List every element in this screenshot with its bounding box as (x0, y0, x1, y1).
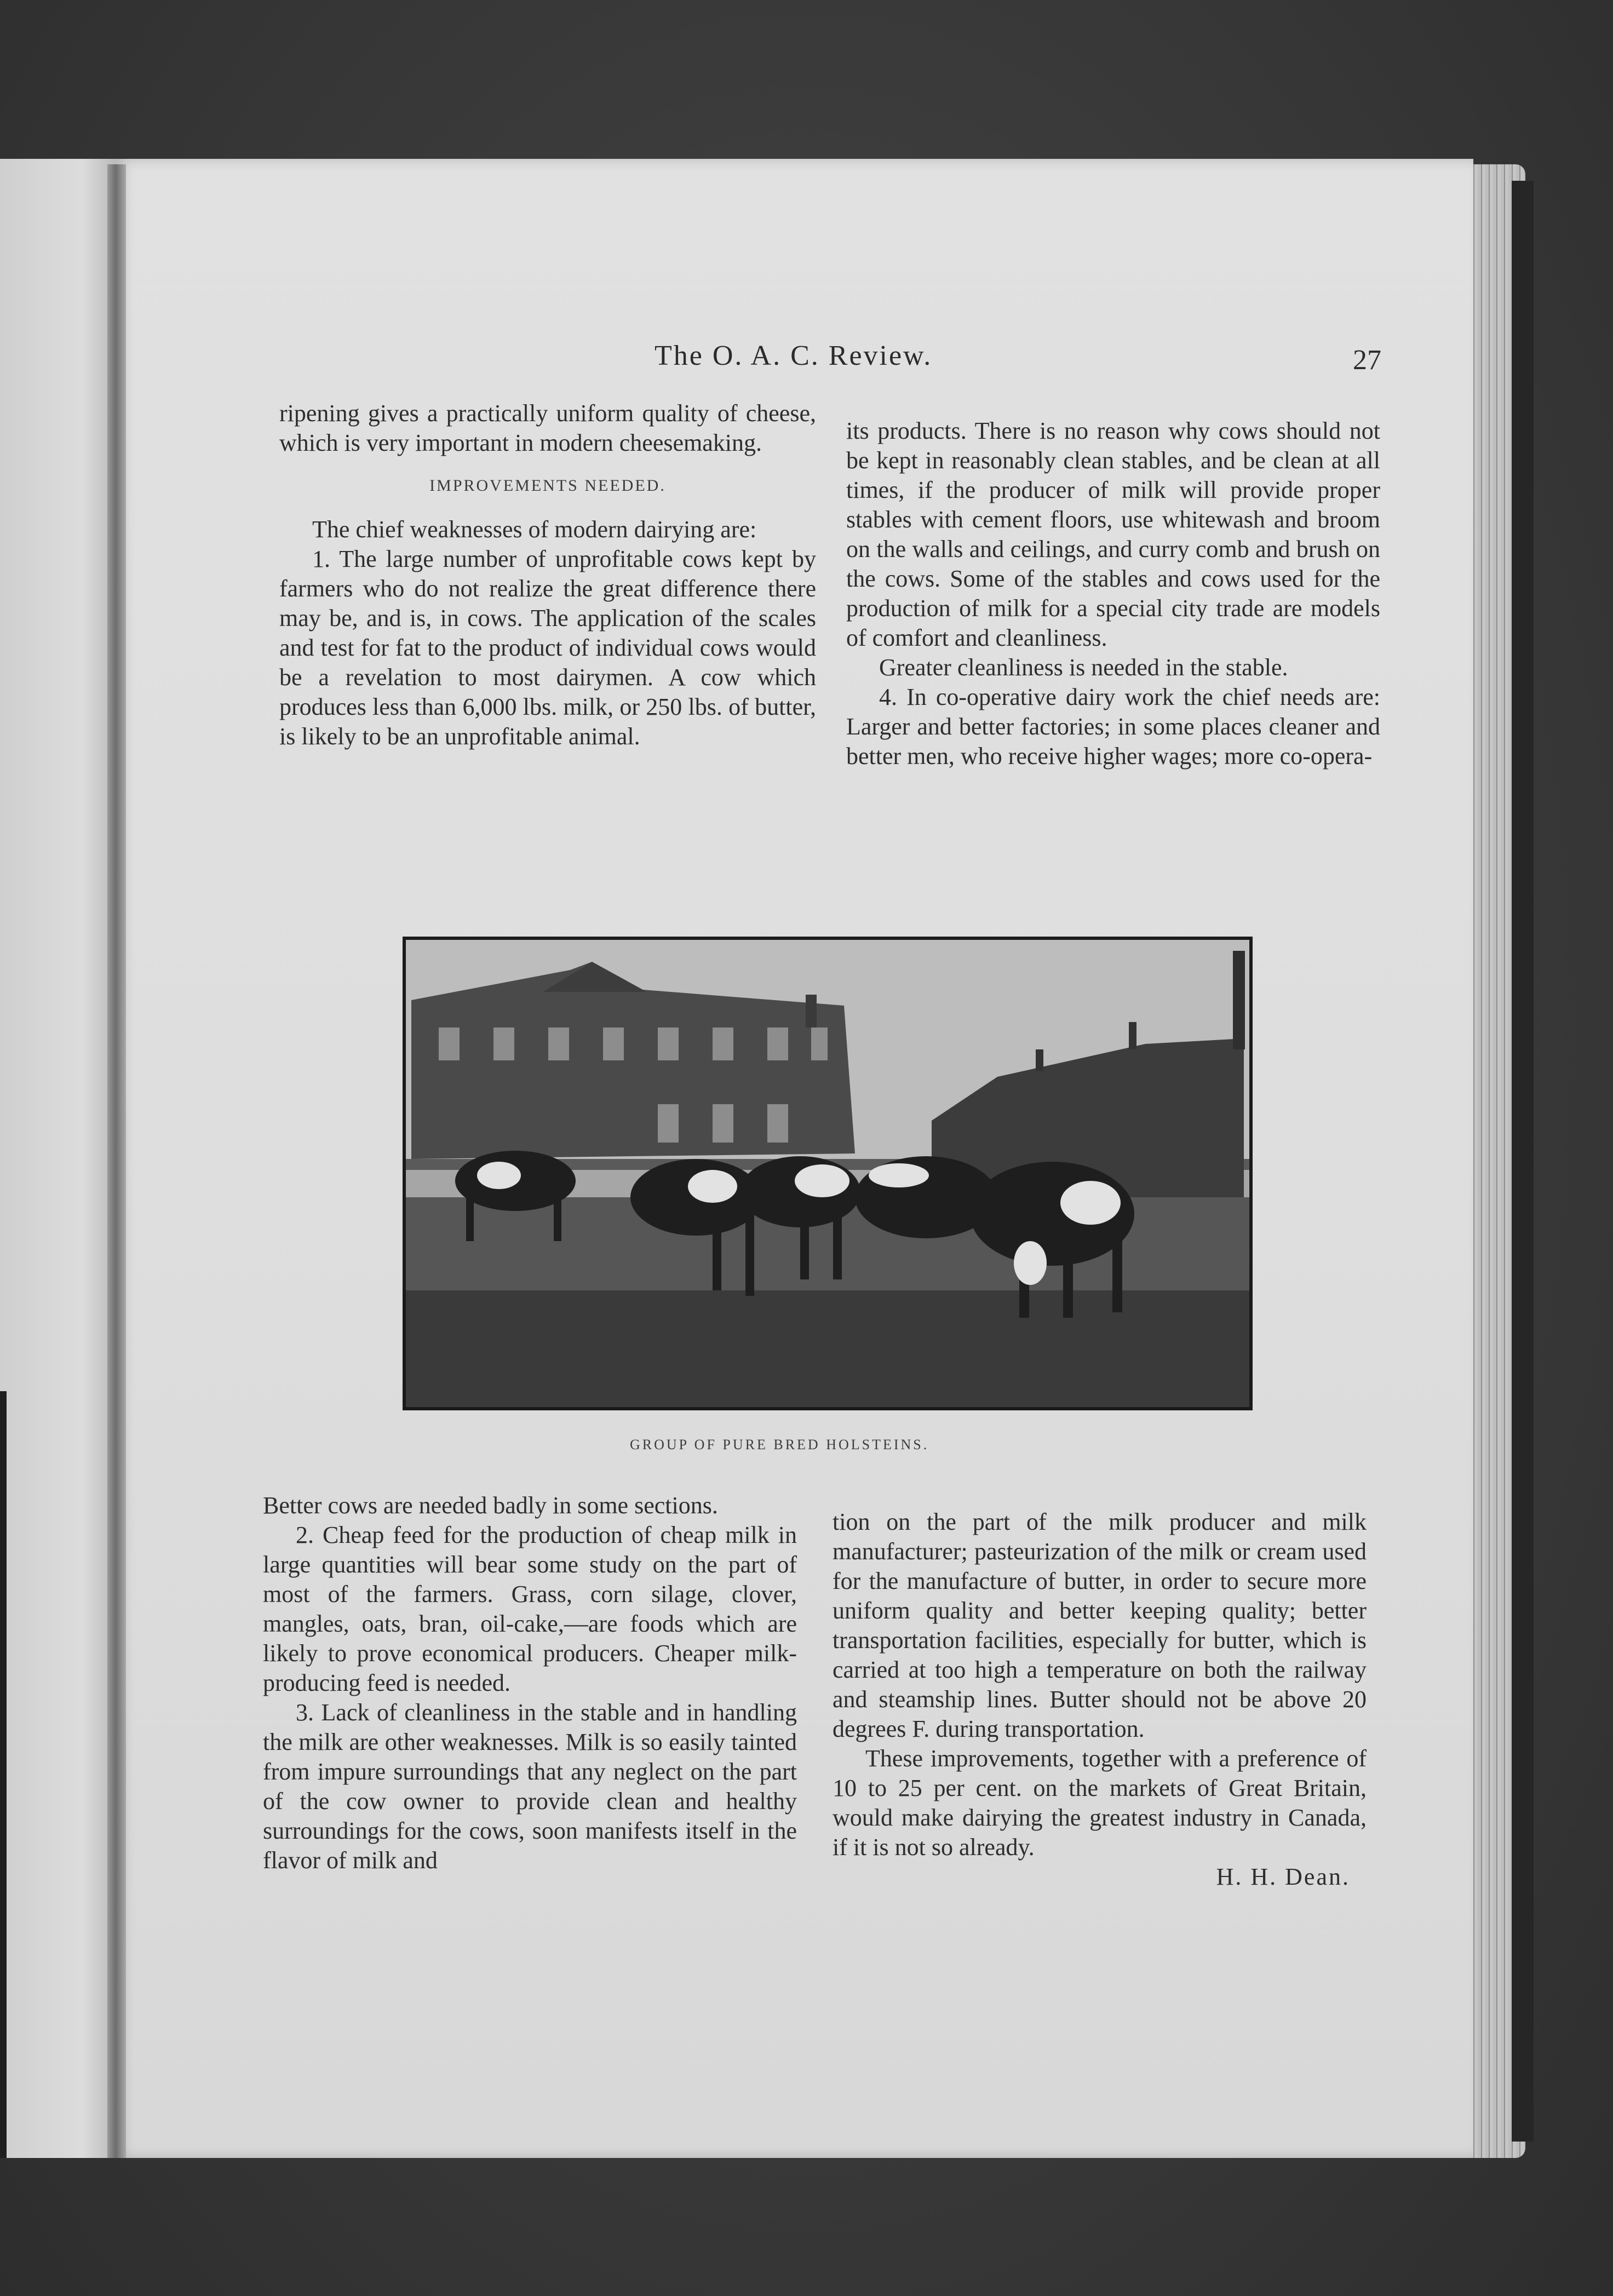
paragraph-conclusion: These improvements, together with a preference of 10 to 25 per cent. on the markets of Great Britain, would make dairying the greatest industry in Canada, if it is not so already. (833, 1745, 1367, 1861)
paragraph-continuation: Better cows are needed badly in some sections. (263, 1492, 718, 1519)
column-bottom-right (833, 1507, 1367, 1892)
paragraph-point-1: 1. The large number of unprofitable cows kept by farmers who do not realize the great difference there may be, and is, in cows. The application of the scales and test for fat to the product of individual cows would be a revelation to most dairymen. A cow which produces less than 6,000 lbs. milk, or 250 lbs. of butter, is likely to be an unprofitable animal. (279, 546, 816, 750)
running-header: The O. A. C. Review. (655, 340, 933, 371)
photo-caption: GROUP OF PURE BRED HOLSTEINS. (630, 1437, 929, 1453)
paragraph-point-2: 2. Cheap feed for the production of cheap milk in large quantities will bear some study on the part of most of the farmers. Grass, corn silage, clover, mangles, oats, bran, oil-cake,—are foods which are likely to prove economical producers. Cheaper milk-producing feed is needed. (263, 1522, 797, 1696)
page-stack-shadow (1512, 181, 1534, 2142)
author-signature: H. H. Dean. (1216, 1863, 1350, 1890)
section-heading: IMPROVEMENTS NEEDED. (429, 477, 666, 495)
column-top-right (846, 416, 1380, 771)
holstein-photograph (403, 937, 1253, 1410)
page-number: 27 (1353, 345, 1381, 376)
book-gutter (107, 164, 126, 2158)
paragraph-point-4: 4. In co-operative dairy work the chief needs are: Larger and better factories; in some places cleaner and better men, who receive higher wages; more co-opera- (846, 684, 1380, 770)
facing-page-left (0, 159, 118, 2158)
paragraph-continuation: tion on the part of the milk producer and milk manufacturer; pasteurization of the milk or cream used for the manufacture of butter, in order to secure more uniform quality and better keeping quality; better transportation facilities, especially for butter, which is carried at too high a temperature on both the railway and steamship lines. Butter should not be above 20 degrees F. during transportation. (833, 1508, 1367, 1742)
paragraph-point-3: 3. Lack of cleanliness in the stable and in handling the milk are other weaknesses. Milk is so easily tainted from impure surroundings that any neglect on the part of the cow owner to provide clean and healthy surroundings for the cows, soon manifests itself in the flavor of milk and (263, 1699, 797, 1874)
column-bottom-left (263, 1491, 797, 1875)
paragraph-continuation: ripening gives a practically uniform quality of cheese, which is very important in modern cheesemaking. (279, 400, 816, 456)
paragraph-intro: The chief weaknesses of modern dairying are: (312, 516, 757, 543)
facing-page-edge (0, 1391, 7, 2158)
photograph-illustration (406, 940, 1249, 1407)
column-top-left (279, 399, 816, 751)
paragraph-continuation: its products. There is no reason why cows should not be kept in reasonably clean stables, and be clean at all times, if the producer of milk will provide proper stables with cement floors, use whitewash and broom on the walls and ceilings, and curry comb and brush on the cows. Some of the stables and cows used for the production of milk for a special city trade are models of comfort and cleanliness. (846, 417, 1380, 651)
paragraph-cleanliness: Greater cleanliness is needed in the stable. (879, 654, 1288, 681)
